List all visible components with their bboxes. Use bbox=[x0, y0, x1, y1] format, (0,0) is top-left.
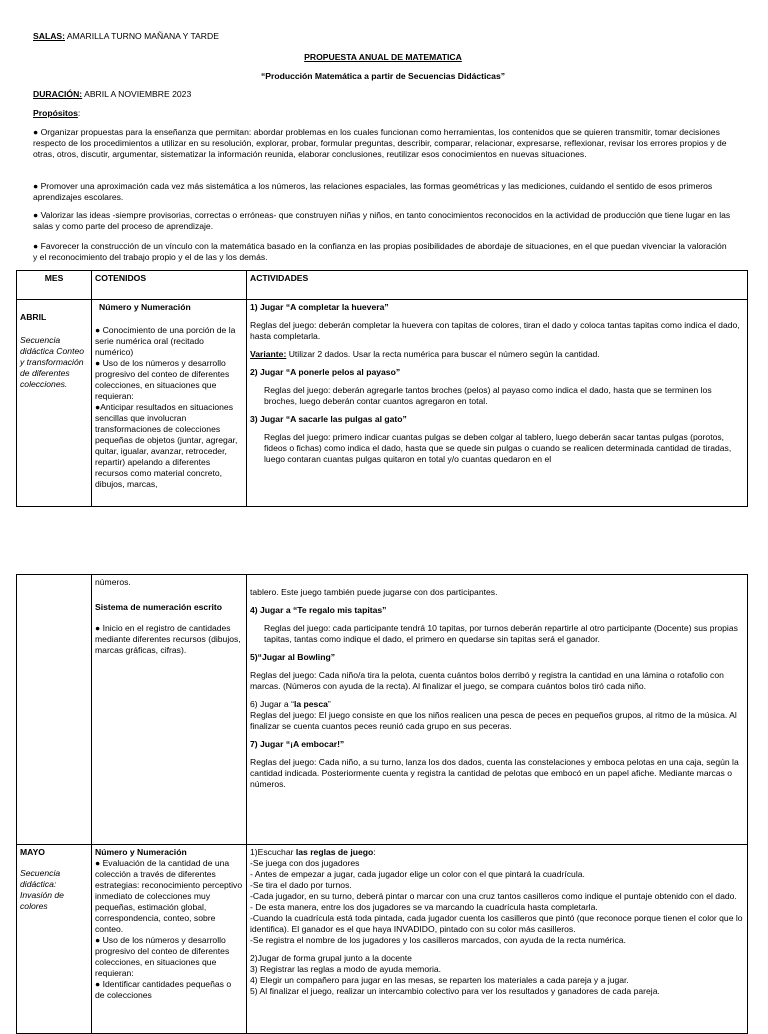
table-row-mayo bbox=[17, 845, 748, 1034]
rule-line: -Cada jugador, en su turno, deberá pintar o marcar con una cruz tantos casilleros como indique el puntaje obtenido con el dado. bbox=[250, 891, 737, 901]
step-line: 4) Elegir un compañero para jugar en las mesas, se reparten los materiales a cada pareja y a jugar. bbox=[250, 975, 629, 985]
activity-title: 6) Jugar a “la pesca” bbox=[250, 699, 331, 709]
step-line: 2)Jugar de forma grupal junto a la docente bbox=[250, 953, 412, 963]
mayo-mes-cell bbox=[17, 845, 92, 1034]
activity-title: 7) Jugar “¡A embocar!” bbox=[250, 739, 345, 749]
abril-contenidos-cell-cont bbox=[92, 575, 247, 845]
step-line: 5) Al finalizar el juego, realizar un intercambio colectivo para ver los resultados y ganadores de cada pareja. bbox=[250, 986, 660, 996]
contenido-item: números. bbox=[95, 577, 131, 587]
abril-contenidos-cell bbox=[92, 300, 247, 507]
activity-text: Reglas del juego: cada participante tendrá 10 tapitas, por turnos deberán repartirle al otro participante (Docente) sus propias tapitas, tantas como indique el dado, el primero en quedarse sin tapitas será el ganador. bbox=[264, 623, 738, 644]
table-header-row bbox=[17, 271, 748, 300]
activity-title: 5)“Jugar al Bowling” bbox=[250, 652, 335, 662]
contenido-item: ● Evaluación de la cantidad de una colección a través de diferentes estrategias: reconocimiento perceptivo inmediato de colecciones muy pequeñas, estimación global, correspondencia, conteo, sobre conteo. bbox=[95, 858, 243, 934]
document-subtitle: “Producción Matemática a partir de Secuencias Didácticas” bbox=[260, 71, 506, 81]
propositos-heading: Propósitos: bbox=[33, 108, 81, 118]
contenido-item: ● Conocimiento de una porción de la serie numérica oral (recitado numérico) bbox=[95, 325, 236, 357]
abril-actividades-cell-cont bbox=[247, 575, 748, 845]
contenido-title: Número y Numeración bbox=[95, 847, 187, 857]
rule-line: -Se registra el nombre de los jugadores y los casilleros marcados, con ayuda de la recta numérica. bbox=[250, 935, 626, 945]
planning-table-part1 bbox=[16, 270, 748, 507]
duracion-value: ABRIL A NOVIEMBRE 2023 bbox=[82, 89, 192, 99]
activity-title: 1) Jugar “A completar la huevera” bbox=[250, 302, 389, 312]
activity-text: Reglas del juego: El juego consiste en que los niños realicen una pesca de peces en pequeños grupos, al ritmo de la música. Al finalizar se cuenta cuantos peces reunió cada grupo en sus peceras. bbox=[250, 710, 737, 731]
rule-line: -Se juega con dos jugadores bbox=[250, 858, 360, 868]
contenido-title: Número y Numeración bbox=[99, 302, 191, 312]
activity-text: tablero. Este juego también puede jugarse con dos participantes. bbox=[250, 587, 498, 597]
mes-label: ABRIL bbox=[20, 312, 47, 322]
rule-line: - Antes de empezar a jugar, cada jugador elige un color con el que pintará la cuadrícula. bbox=[250, 869, 585, 879]
activity-text: Reglas del juego: Cada niño, a su turno, lanza los dos dados, cuenta las constelaciones y emboca pelotas en una caja, según la cantidad indicada. Posteriormente cuenta y registra la cantidad de pelotas que embocó en un papel afiche. Mediante marcas o números. bbox=[250, 757, 739, 789]
activity-variante: Variante: Utilizar 2 dados. Usar la recta numérica para buscar el número según la cantidad. bbox=[250, 349, 600, 359]
salas-value: AMARILLA TURNO MAÑANA Y TARDE bbox=[65, 31, 219, 41]
activity-title: 1)Escuchar las reglas de juego: bbox=[250, 847, 376, 857]
table-row-abril-cont bbox=[17, 575, 748, 845]
contenido-item: ● Identificar cantidades pequeñas o de colecciones bbox=[95, 979, 232, 1000]
activity-title: 2) Jugar “A ponerle pelos al payaso” bbox=[250, 367, 401, 377]
mes-label: MAYO bbox=[20, 847, 45, 857]
proposito-3: ● Valorizar las ideas -siempre provisorias, correctas o erróneas- que construyen niñas y niños, en tanto conocimientos reconocidos en la actividad de producción que tiene lugar en las salas y como parte del proceso de aprendizaje. bbox=[33, 210, 731, 231]
proposito-2: ● Promover una aproximación cada vez más sistemática a los números, las relaciones espaciales, las formas geométricas y las mediciones, cuidando el sentido de esos primeros aprendizajes escolares. bbox=[33, 181, 713, 202]
contenido-item: ● Uso de los números y desarrollo progresivo del conteo de diferentes colecciones, en situaciones que requieran: bbox=[95, 358, 230, 401]
abril-mes-cell-cont bbox=[17, 575, 92, 845]
table-row-abril bbox=[17, 300, 748, 507]
secuencia-label: Secuencia didáctica Conteo y transformación de diferentes colecciones. bbox=[20, 335, 85, 389]
rule-line: -Se tira el dado por turnos. bbox=[250, 880, 352, 890]
proposito-4: ● Favorecer la construcción de un vínculo con la matemática basado en la confianza en las propias posibilidades de abordaje de situaciones, en el que puedan vivenciar la valoración y el reconocimiento del trabajo propio y el de las y los demás. bbox=[33, 241, 727, 262]
mayo-actividades-cell bbox=[247, 845, 748, 1034]
step-line: 3) Registrar las reglas a modo de ayuda memoria. bbox=[250, 964, 442, 974]
salas-label: SALAS: bbox=[33, 31, 65, 41]
salas-line bbox=[33, 31, 733, 42]
activity-title: 3) Jugar “A sacarle las pulgas al gato” bbox=[250, 414, 407, 424]
proposito-1: ● Organizar propuestas para la enseñanza que permitan: abordar problemas en los cuales funcionan como herramientas, los contenidos que se quieren transmitir, tomar decisiones respecto de los procedimientos a utilizar en su resolución, explorar, probar, formular preguntas, describir, comparar, relacionar, expresarse, reflexionar, revisar los errores propios y de otras, otros, discutir, argumentar, sistematizar la información reunida, elaborar conclusiones, reutilizar esos conocimientos en nuevas situaciones. bbox=[33, 127, 727, 159]
contenido-item: ●Anticipar resultados en situaciones sencillas que involucran transformaciones de colecciones pequeñas de objetos (juntar, agregar, quitar, igualar, avanzar, retroceder, repartir) apelando a diferentes recursos como material concreto, dibujos, marcas, bbox=[95, 402, 238, 489]
activity-text: Reglas del juego: Cada niño/a tira la pelota, cuenta cuántos bolos derribó y registra la cantidad en una lámina o rotafolio con marcas. (Números con ayuda de la recta). Al finalizar el juego, se compara cuántos bolos tiró cada niño. bbox=[250, 670, 724, 691]
activity-title: 4) Jugar a “Te regalo mis tapitas” bbox=[250, 605, 387, 615]
abril-mes-cell bbox=[17, 300, 92, 507]
contenido-title: Sistema de numeración escrito bbox=[95, 602, 223, 612]
activity-text: Reglas del juego: deberán completar la huevera con tapitas de colores, tiran el dado y coloca tantas tapitas como indica el dado, hasta completarla. bbox=[250, 320, 740, 341]
abril-actividades-cell bbox=[247, 300, 748, 507]
rule-line: - De esta manera, entre los dos jugadores se va marcando la cuadrícula hasta completarla. bbox=[250, 902, 598, 912]
planning-table-part2 bbox=[16, 574, 748, 1034]
header-mes: MES bbox=[17, 271, 92, 300]
rule-line: -Cuando la cuadrícula está toda pintada, cada jugador cuenta los casilleros que pintó (que reconoce porque tienen el color que lo identifica). El ganador es el que haya INVADIDO, pintado con su color más casilleros. bbox=[250, 913, 743, 934]
activity-text: Reglas del juego: deberán agregarle tantos broches (pelos) al payaso como indica el dado, hasta que se terminen los broches, luego deberán contar cuantos agregaron en total. bbox=[264, 385, 712, 406]
duracion-label: DURACIÓN: bbox=[33, 89, 83, 99]
contenido-item: ● Uso de los números y desarrollo progresivo del conteo de diferentes colecciones, en situaciones que requieran: bbox=[95, 935, 230, 978]
contenido-item: ● Inicio en el registro de cantidades mediante diferentes recursos (dibujos, marcas gráficas, cifras). bbox=[95, 623, 241, 655]
header-actividades: ACTIVIDADES bbox=[247, 271, 748, 300]
header-contenidos: COTENIDOS bbox=[92, 271, 247, 300]
secuencia-label: Secuencia didáctica: Invasión de colores bbox=[20, 868, 64, 911]
document-title: PROPUESTA ANUAL DE MATEMATICA bbox=[304, 52, 462, 62]
activity-text: Reglas del juego: primero indicar cuantas pulgas se deben colgar al tablero, luego deberán sacar tantas pulgas (porotos, fideos o fichas) como indica el dado, hasta que se quede sin pulgas o cuando se realicen determinada cantidad de tiradas, luego contaran cuantas pulgas quitaron en total y/o cuantas quedaron en el bbox=[264, 432, 732, 464]
duracion-line bbox=[33, 89, 733, 100]
mayo-contenidos-cell bbox=[92, 845, 247, 1034]
